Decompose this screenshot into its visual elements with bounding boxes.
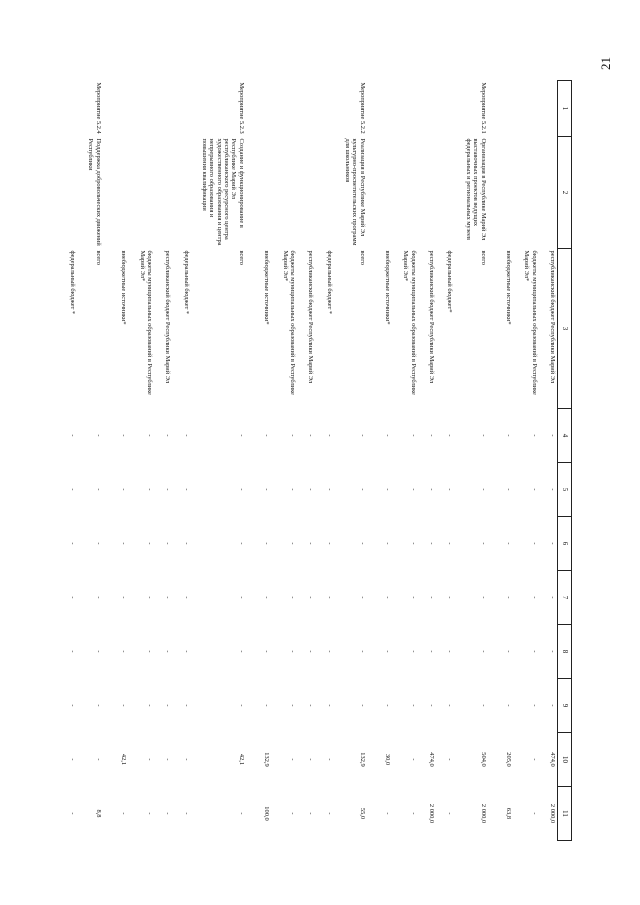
event-number-cell — [297, 81, 315, 137]
value-cell: - — [479, 596, 487, 599]
value-cell: - — [409, 596, 417, 599]
event-name-cell — [495, 137, 513, 249]
table-row — [513, 81, 539, 841]
table-row — [154, 81, 172, 841]
value-cell: - — [182, 812, 190, 815]
value-cell: - — [69, 650, 77, 653]
event-name-cell — [374, 137, 392, 249]
value-cell: - — [94, 488, 102, 491]
funding-source-cell: республиканский бюджет Республики Марий Эл — [428, 250, 436, 384]
value-cell: 63,8 — [504, 807, 512, 820]
value-cell: - — [164, 758, 172, 761]
event-name-cell: Создание и функционирование в Республике Марий Эл республиканского ресурсного центра художественного образования и центра непрерывного образования и повышения квалификации — [201, 138, 245, 246]
header-cell: 2 — [558, 137, 572, 249]
value-cell: - — [409, 758, 417, 761]
value-cell: - — [325, 542, 333, 545]
value-cell: - — [479, 488, 487, 491]
event-number-cell — [253, 81, 271, 137]
value-cell: - — [69, 704, 77, 707]
header-cell: 9 — [558, 679, 572, 733]
value-cell: 8,8 — [94, 809, 102, 818]
funding-source-cell: республиканский бюджет Республики Марий Эл — [164, 250, 172, 384]
value-cell: - — [182, 704, 190, 707]
table-row — [110, 81, 128, 841]
value-cell: - — [479, 650, 487, 653]
value-cell: - — [120, 704, 128, 707]
event-number-cell — [374, 81, 392, 137]
header-cell: 1 — [558, 81, 572, 137]
value-cell: - — [120, 812, 128, 815]
funding-source-cell: внебюджетные источники* — [384, 250, 392, 325]
value-cell: - — [428, 488, 436, 491]
value-cell: 55,0 — [358, 807, 366, 820]
value-cell: - — [428, 596, 436, 599]
table-row — [436, 81, 454, 841]
value-cell: - — [288, 650, 296, 653]
funding-source-cell: республиканский бюджет Республики Марий Эл — [549, 250, 556, 384]
value-cell: - — [409, 488, 417, 491]
header-cell: 8 — [558, 625, 572, 679]
value-cell: 205,0 — [504, 752, 512, 767]
value-cell: - — [237, 812, 245, 815]
value-cell: - — [530, 488, 538, 491]
table-row — [59, 81, 77, 841]
value-cell: - — [530, 812, 538, 815]
value-cell: - — [479, 434, 487, 437]
value-cell: - — [384, 434, 392, 437]
event-number-cell: Мероприятие 5.2.2 — [358, 82, 366, 134]
value-cell: - — [120, 488, 128, 491]
value-cell: - — [530, 704, 538, 707]
event-number-cell — [128, 81, 154, 137]
event-number-cell: Мероприятие 5.2.4 — [94, 82, 102, 134]
value-cell: - — [182, 542, 190, 545]
event-name-cell — [59, 137, 77, 249]
event-number-cell — [172, 81, 190, 137]
value-cell: 2 000,0 — [428, 803, 436, 824]
funding-source-cell: всего — [94, 250, 102, 265]
value-cell: - — [263, 542, 271, 545]
value-cell: - — [182, 758, 190, 761]
value-cell: - — [358, 650, 366, 653]
event-name-cell — [513, 137, 539, 249]
funding-source-cell: республиканский бюджет Республики Марий Эл — [307, 250, 315, 384]
value-cell: - — [384, 704, 392, 707]
funding-source-cell: федеральный бюджет * — [182, 250, 190, 315]
event-number-cell — [59, 81, 77, 137]
event-name-cell — [253, 137, 271, 249]
value-cell: - — [120, 542, 128, 545]
budget-table — [59, 80, 572, 841]
value-cell: - — [446, 704, 454, 707]
value-cell: - — [384, 812, 392, 815]
value-cell: - — [307, 542, 315, 545]
value-cell: - — [145, 434, 153, 437]
value-cell: - — [504, 596, 512, 599]
table-row — [418, 81, 436, 841]
funding-source-cell: внебюджетные источники* — [263, 250, 271, 325]
event-name-cell: Организация в Республике Марий Эл выставочных проектов ведущих федеральных и региональных музеев — [464, 138, 487, 241]
value-cell: - — [145, 542, 153, 545]
value-cell: - — [145, 758, 153, 761]
value-cell: - — [145, 812, 153, 815]
value-cell: 42,1 — [237, 753, 245, 766]
value-cell: - — [530, 758, 538, 761]
value-cell: - — [549, 596, 556, 599]
value-cell: - — [325, 434, 333, 437]
header-cell: 10 — [558, 733, 572, 787]
header-cell: 4 — [558, 409, 572, 463]
value-cell: - — [145, 650, 153, 653]
value-cell: - — [504, 650, 512, 653]
value-cell: - — [94, 758, 102, 761]
value-cell: 132,9 — [358, 752, 366, 767]
value-cell: - — [263, 434, 271, 437]
funding-source-cell: бюджеты муниципальных образований в Республике Марий Эл* — [402, 250, 417, 395]
value-cell: - — [446, 650, 454, 653]
value-cell: - — [237, 650, 245, 653]
rotated-table-container — [69, 80, 572, 840]
value-cell: - — [288, 434, 296, 437]
value-cell: - — [263, 704, 271, 707]
value-cell: - — [428, 650, 436, 653]
value-cell: - — [237, 596, 245, 599]
event-name-cell: Реализация в Республике Марий Эл культурно-просветительских программ для школьников — [343, 138, 366, 246]
value-cell: 474,0 — [549, 752, 556, 767]
value-cell: - — [325, 812, 333, 815]
value-cell: - — [384, 488, 392, 491]
event-number-cell — [495, 81, 513, 137]
value-cell: - — [263, 650, 271, 653]
event-name-cell — [297, 137, 315, 249]
value-cell: 504,0 — [479, 752, 487, 767]
value-cell: - — [69, 596, 77, 599]
value-cell: - — [237, 542, 245, 545]
value-cell: - — [325, 650, 333, 653]
value-cell: - — [549, 488, 556, 491]
value-cell: - — [549, 704, 556, 707]
funding-source-cell: всего — [358, 250, 366, 265]
value-cell: - — [384, 596, 392, 599]
value-cell: 2 000,0 — [479, 803, 487, 824]
value-cell: - — [358, 488, 366, 491]
value-cell: - — [145, 596, 153, 599]
table-row — [539, 81, 558, 841]
value-cell: - — [325, 596, 333, 599]
header-cell: 5 — [558, 463, 572, 517]
event-number-cell — [539, 81, 558, 137]
value-cell: - — [307, 758, 315, 761]
event-name-cell — [110, 137, 128, 249]
value-cell: - — [446, 596, 454, 599]
event-number-cell — [315, 81, 333, 137]
value-cell: - — [446, 488, 454, 491]
event-number-cell — [418, 81, 436, 137]
value-cell: - — [164, 812, 172, 815]
value-cell: - — [358, 704, 366, 707]
value-cell: - — [307, 812, 315, 815]
value-cell: 30,0 — [384, 753, 392, 766]
value-cell: 474,0 — [428, 752, 436, 767]
funding-source-cell: всего — [237, 250, 245, 265]
value-cell: - — [446, 542, 454, 545]
funding-source-cell: бюджеты муниципальных образований в Республике Марий Эл* — [138, 250, 153, 395]
header-row — [558, 81, 572, 841]
value-cell: - — [164, 596, 172, 599]
event-name-cell — [128, 137, 154, 249]
value-cell: - — [263, 596, 271, 599]
funding-source-cell: федеральный бюджет * — [69, 250, 77, 315]
value-cell: 132,9 — [263, 752, 271, 767]
event-number-cell — [392, 81, 418, 137]
event-name-cell — [436, 137, 454, 249]
funding-source-cell: внебюджетные источники* — [120, 250, 128, 325]
funding-source-cell: федеральный бюджет * — [325, 250, 333, 315]
value-cell: - — [446, 812, 454, 815]
header-cell: 3 — [558, 249, 572, 409]
value-cell: - — [530, 596, 538, 599]
event-number-cell — [154, 81, 172, 137]
value-cell: - — [307, 596, 315, 599]
value-cell: - — [479, 704, 487, 707]
event-number-cell: Мероприятие 5.2.3 — [237, 82, 245, 134]
value-cell: - — [94, 704, 102, 707]
value-cell: - — [307, 650, 315, 653]
table-row — [315, 81, 333, 841]
value-cell: - — [530, 542, 538, 545]
value-cell: - — [446, 758, 454, 761]
value-cell: - — [164, 542, 172, 545]
value-cell: - — [94, 434, 102, 437]
header-cell: 6 — [558, 517, 572, 571]
value-cell: - — [409, 542, 417, 545]
table-row — [172, 81, 190, 841]
value-cell: - — [549, 650, 556, 653]
value-cell: - — [307, 488, 315, 491]
value-cell: - — [288, 488, 296, 491]
table-row — [374, 81, 392, 841]
value-cell: 42,1 — [120, 753, 128, 766]
value-cell: - — [325, 488, 333, 491]
value-cell: - — [164, 434, 172, 437]
value-cell: - — [504, 542, 512, 545]
value-cell: - — [237, 488, 245, 491]
table-row — [253, 81, 271, 841]
value-cell: - — [145, 704, 153, 707]
value-cell: - — [549, 542, 556, 545]
value-cell: - — [325, 758, 333, 761]
value-cell: - — [530, 650, 538, 653]
value-cell: - — [94, 542, 102, 545]
value-cell: - — [409, 434, 417, 437]
value-cell: - — [504, 488, 512, 491]
value-cell: - — [69, 812, 77, 815]
value-cell: - — [182, 488, 190, 491]
value-cell: - — [288, 812, 296, 815]
value-cell: - — [288, 704, 296, 707]
event-number-cell: Мероприятие 5.2.1 — [479, 82, 487, 134]
value-cell: - — [288, 758, 296, 761]
value-cell: - — [384, 542, 392, 545]
header-cell: 11 — [558, 787, 572, 841]
event-number-cell — [110, 81, 128, 137]
table-row — [334, 81, 374, 841]
value-cell: - — [145, 488, 153, 491]
value-cell: - — [263, 488, 271, 491]
value-cell: 2 000,0 — [549, 803, 556, 824]
value-cell: - — [307, 434, 315, 437]
funding-source-cell: бюджеты муниципальных образований в Республике Марий Эл* — [281, 250, 296, 395]
table-row — [495, 81, 513, 841]
value-cell: - — [325, 704, 333, 707]
value-cell: - — [549, 434, 556, 437]
value-cell: - — [120, 596, 128, 599]
event-number-cell — [271, 81, 297, 137]
value-cell: - — [237, 704, 245, 707]
value-cell: - — [358, 434, 366, 437]
value-cell: - — [428, 434, 436, 437]
value-cell: - — [94, 596, 102, 599]
value-cell: - — [409, 650, 417, 653]
funding-source-cell: федеральный бюджет* — [446, 250, 454, 313]
value-cell: - — [479, 542, 487, 545]
value-cell: - — [504, 434, 512, 437]
value-cell: - — [69, 542, 77, 545]
event-name-cell — [154, 137, 172, 249]
table-row — [191, 81, 253, 841]
funding-source-cell: всего — [479, 250, 487, 265]
funding-source-cell: внебюджетные источники* — [504, 250, 512, 325]
value-cell: - — [182, 434, 190, 437]
value-cell: - — [409, 704, 417, 707]
value-cell: - — [164, 704, 172, 707]
event-name-cell — [418, 137, 436, 249]
value-cell: - — [384, 650, 392, 653]
value-cell: - — [120, 434, 128, 437]
value-cell: - — [182, 596, 190, 599]
page-number: 21 — [598, 57, 613, 70]
value-cell: - — [94, 650, 102, 653]
event-name-cell — [392, 137, 418, 249]
value-cell: - — [428, 704, 436, 707]
table-row — [128, 81, 154, 841]
table-row — [392, 81, 418, 841]
value-cell: - — [120, 650, 128, 653]
value-cell: - — [182, 650, 190, 653]
value-cell: - — [358, 596, 366, 599]
table-row — [297, 81, 315, 841]
value-cell: - — [307, 704, 315, 707]
value-cell: - — [69, 434, 77, 437]
header-cell: 7 — [558, 571, 572, 625]
event-name-cell — [315, 137, 333, 249]
funding-source-cell: бюджеты муниципальных образований в Республике Марий Эл* — [523, 250, 538, 395]
event-number-cell — [436, 81, 454, 137]
event-name-cell — [172, 137, 190, 249]
table-row — [271, 81, 297, 841]
event-name-cell — [539, 137, 558, 249]
value-cell: 100,0 — [263, 806, 271, 821]
event-name-cell — [271, 137, 297, 249]
value-cell: - — [69, 758, 77, 761]
value-cell: - — [428, 542, 436, 545]
value-cell: - — [164, 488, 172, 491]
value-cell: - — [164, 650, 172, 653]
value-cell: - — [288, 596, 296, 599]
value-cell: - — [69, 488, 77, 491]
value-cell: - — [409, 812, 417, 815]
event-number-cell — [513, 81, 539, 137]
table-row — [454, 81, 494, 841]
table-row — [77, 81, 110, 841]
value-cell: - — [358, 542, 366, 545]
value-cell: - — [504, 704, 512, 707]
value-cell: - — [237, 434, 245, 437]
event-name-cell: Поддержка добровольческих движений Республики — [87, 138, 102, 246]
value-cell: - — [446, 434, 454, 437]
value-cell: - — [288, 542, 296, 545]
value-cell: - — [530, 434, 538, 437]
